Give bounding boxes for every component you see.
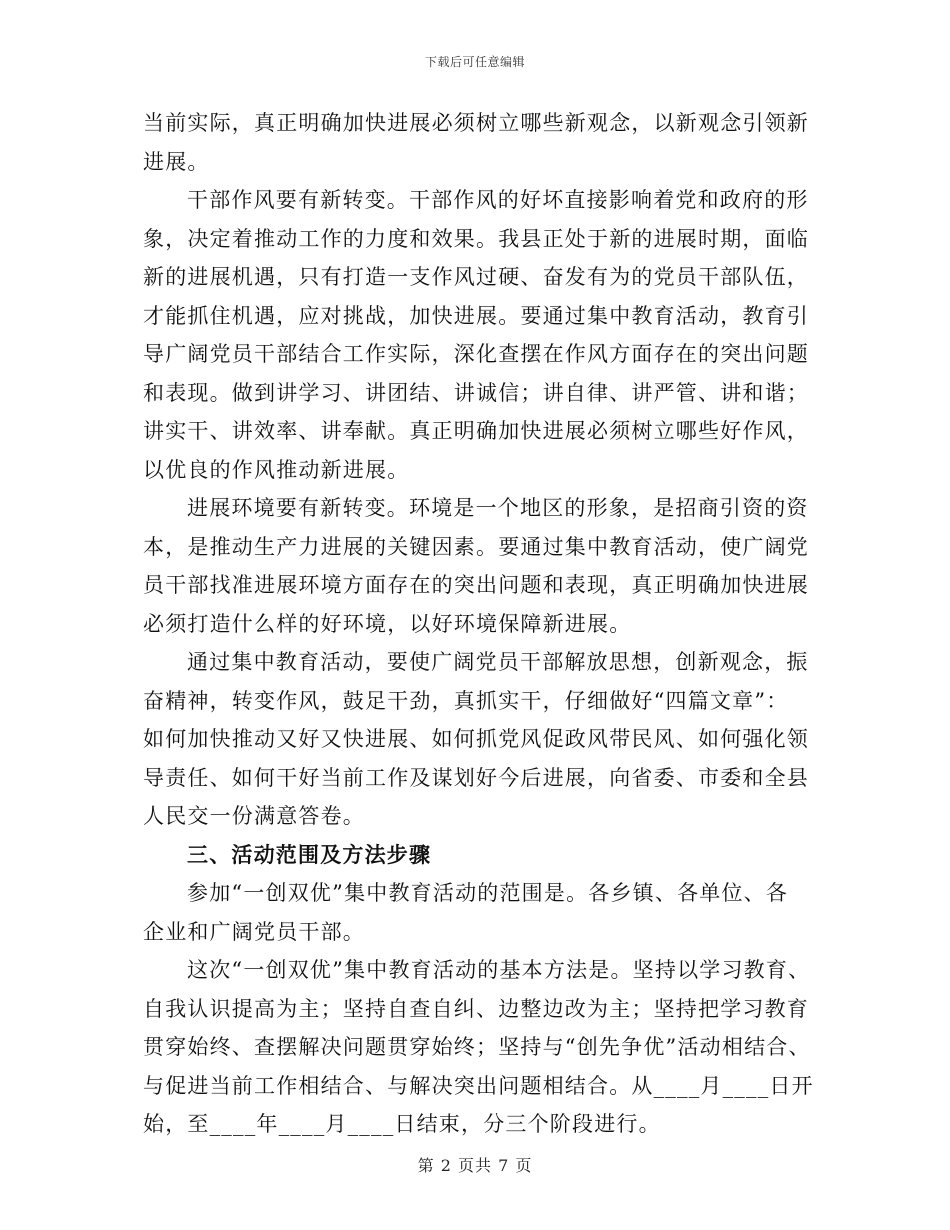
paragraph-line: 如何加快推动又好又快进展、如何抓党风促政风带民风、如何强化领 <box>143 727 809 751</box>
paragraph-line: 进展环境要有新转变。环境是一个地区的形象，是招商引资的资 <box>187 496 809 520</box>
paragraph-line: 和表现。做到讲学习、讲团结、讲诚信；讲自律、讲严管、讲和谐； <box>143 380 809 405</box>
paragraph-line: 新的进展机遇，只有打造一支作风过硬、奋发有为的党员干部队伍， <box>143 265 809 289</box>
paragraph-line: 通过集中教育活动，要使广阔党员干部解放思想，创新观念，振 <box>187 650 809 674</box>
paragraph-line: 象，决定着推动工作的力度和效果。我县正处于新的进展时期，面临 <box>143 226 809 251</box>
paragraph-line: 才能抓住机遇，应对挑战，加快进展。要通过集中教育活动，教育引 <box>143 303 809 328</box>
document-body <box>143 104 814 1144</box>
header-note: 下载后可任意编辑 <box>424 55 525 69</box>
paragraph-line: 讲实干、讲效率、讲奉献。真正明确加快进展必须树立哪些好作风， <box>143 419 809 443</box>
paragraph-line: 干部作风要有新转变。干部作风的好坏直接影响着党和政府的形 <box>187 188 809 212</box>
paragraph-line: 以优良的作风推动新进展。 <box>143 457 410 482</box>
section-heading: 三、活动范围及方法步骤 <box>187 842 432 867</box>
paragraph-line: 当前实际，真正明确加快进展必须树立哪些新观念，以新观念引领新 <box>143 111 809 135</box>
paragraph-line: 导责任、如何干好当前工作及谋划好今后进展，向省委、市委和全县 <box>143 765 809 790</box>
paragraph-line: 企业和广阔党员干部。 <box>143 919 365 944</box>
paragraph-line: 与促进当前工作相结合、与解决突出问题相结合。从____月____日开 <box>143 1073 814 1098</box>
paragraph-line: 始，至____年____月____日结束，分三个阶段进行。 <box>143 1112 661 1136</box>
paragraph-line: 人民交一份满意答卷。 <box>143 804 365 828</box>
paragraph-line: 必须打造什么样的好环境，以好环境保障新进展。 <box>143 611 632 636</box>
paragraph-line: 进展。 <box>143 149 210 174</box>
paragraph-line: 参加“一创双优”集中教育活动的范围是。各乡镇、各单位、各 <box>187 881 789 905</box>
paragraph-line: 贯穿始终、查摆解决问题贯穿始终；坚持与“创先争优”活动相结合、 <box>143 1035 811 1059</box>
page-number: 第 2 页共 7 页 <box>417 1156 533 1175</box>
paragraph-line: 导广阔党员干部结合工作实际，深化查摆在作风方面存在的突出问题 <box>143 342 809 366</box>
paragraph-line: 自我认识提高为主；坚持自查自纠、边整边改为主；坚持把学习教育 <box>143 996 809 1021</box>
paragraph-line: 员干部找准进展环境方面存在的突出问题和表现，真正明确加快进展 <box>143 573 809 597</box>
paragraph-line: 奋精神，转变作风，鼓足干劲，真抓实干，仔细做好“四篇文章”： <box>143 688 789 713</box>
paragraph-line: 本，是推动生产力进展的关键因素。要通过集中教育活动，使广阔党 <box>143 534 809 559</box>
paragraph-line: 这次“一创双优”集中教育活动的基本方法是。坚持以学习教育、 <box>187 958 811 982</box>
